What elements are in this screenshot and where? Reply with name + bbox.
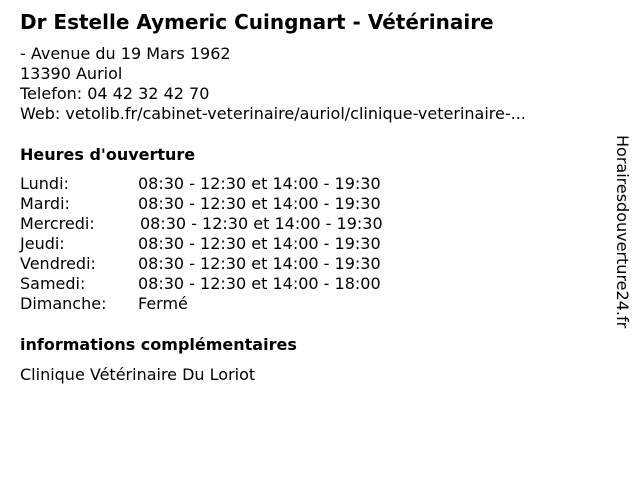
opening-hours-table — [20, 174, 500, 314]
day-label: Mardi: — [20, 194, 70, 213]
hours-row-samedi — [20, 274, 500, 294]
day-label: Vendredi: — [20, 254, 96, 273]
street-address: - Avenue du 19 Mars 1962 — [20, 44, 231, 63]
time-range: Fermé — [138, 294, 188, 313]
page-title: Dr Estelle Aymeric Cuingnart - Vétérinaire — [20, 10, 494, 34]
day-label: Mercredi: — [20, 214, 95, 233]
time-range: 08:30 - 12:30 et 14:00 - 19:30 — [138, 174, 381, 193]
additional-info-text: Clinique Vétérinaire Du Loriot — [20, 365, 256, 384]
time-range: 08:30 - 12:30 et 14:00 - 19:30 — [138, 234, 381, 253]
phone-number: Telefon: 04 42 32 42 70 — [20, 84, 210, 103]
hours-row-lundi — [20, 174, 500, 194]
site-watermark: Horairesdouverture24.fr — [613, 135, 632, 329]
day-label: Samedi: — [20, 274, 86, 293]
day-label: Jeudi: — [20, 234, 65, 253]
hours-row-dimanche — [20, 294, 500, 314]
address-block — [20, 44, 526, 124]
hours-row-mardi — [20, 194, 500, 214]
time-range: 08:30 - 12:30 et 14:00 - 19:30 — [140, 214, 383, 233]
hours-row-jeudi — [20, 234, 500, 254]
hours-row-vendredi — [20, 254, 500, 274]
time-range: 08:30 - 12:30 et 14:00 - 18:00 — [138, 274, 381, 293]
website-link[interactable]: Web: vetolib.fr/cabinet-veterinaire/auriol/clinique-veterinaire-... — [20, 104, 526, 123]
time-range: 08:30 - 12:30 et 14:00 - 19:30 — [138, 254, 381, 273]
opening-hours-heading: Heures d'ouverture — [20, 145, 196, 164]
city-postcode: 13390 Auriol — [20, 64, 123, 83]
hours-row-mercredi — [20, 214, 500, 234]
additional-info-heading: informations complémentaires — [20, 335, 297, 354]
day-label: Lundi: — [20, 174, 69, 193]
time-range: 08:30 - 12:30 et 14:00 - 19:30 — [138, 194, 381, 213]
day-label: Dimanche: — [20, 294, 107, 313]
